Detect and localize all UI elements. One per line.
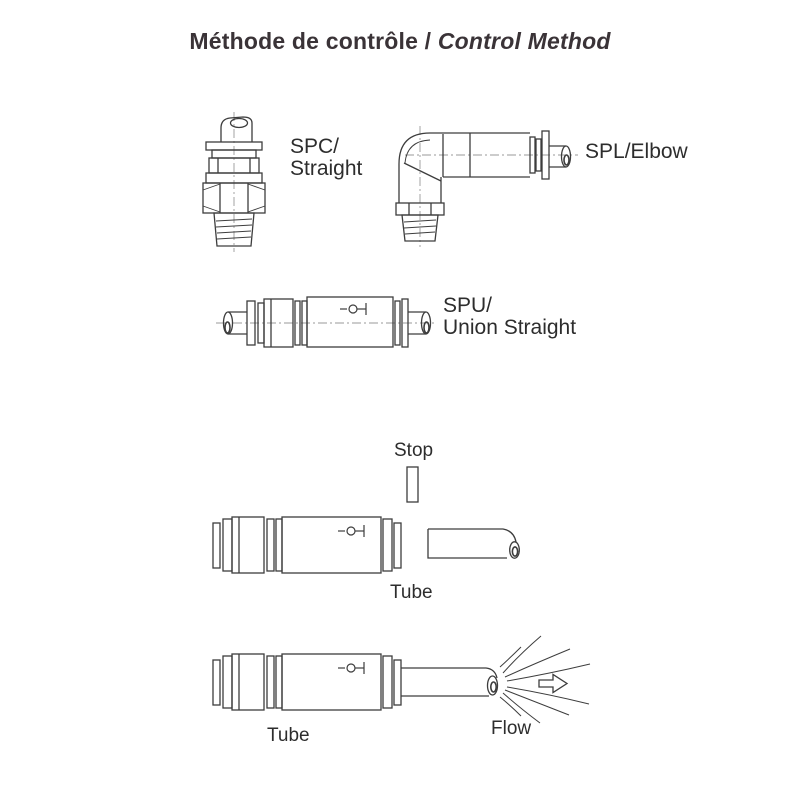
spc-straight-drawing — [203, 112, 265, 252]
spu-label — [443, 295, 576, 339]
spu-label-line2: Union Straight — [443, 316, 577, 340]
flow-label: Flow — [491, 718, 532, 739]
spu-label-line1: SPU/ — [443, 294, 493, 317]
title-english: Control Method — [437, 28, 611, 54]
spc-label — [290, 136, 362, 180]
flow-arrow-icon — [539, 675, 567, 693]
title-french: Méthode de contrôle — [189, 28, 419, 54]
spl-elbow-drawing — [396, 126, 578, 247]
spc-label-line2: Straight — [290, 157, 363, 181]
tube-loose-drawing — [428, 529, 519, 558]
flow-direction-symbol — [340, 303, 366, 315]
spc-label-line1: SPC/ — [290, 135, 340, 158]
tube-connected-drawing — [401, 668, 498, 696]
spu-union-straight-drawing — [216, 297, 436, 347]
spl-label: SPL/Elbow — [585, 140, 688, 163]
stop-pin-drawing — [407, 467, 418, 502]
union-fitting-bottom-drawing — [213, 654, 401, 710]
stop-label: Stop — [394, 440, 434, 461]
title-separator: / — [418, 28, 438, 54]
union-fitting-middle-drawing — [213, 517, 401, 573]
tube-loose-label: Tube — [390, 582, 433, 603]
tube-connected-label: Tube — [267, 725, 310, 746]
